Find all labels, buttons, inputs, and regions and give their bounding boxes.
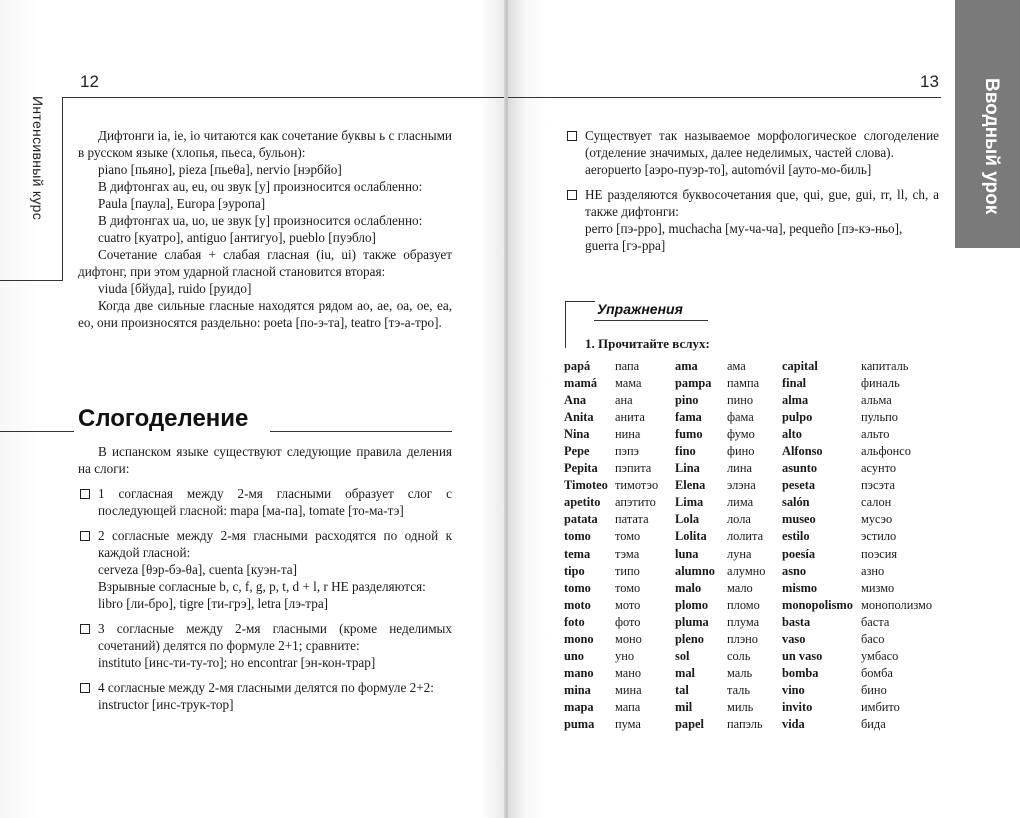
- word-item: монополизмо: [861, 597, 933, 612]
- section-rule-right: [270, 431, 452, 432]
- word-item: ama: [675, 359, 698, 373]
- rule-item: НЕ разделяются буквосочетания que, qui, gue, gui, rr, ll, ch, а также дифтонги:: [565, 186, 939, 220]
- word-item: Timoteo: [564, 478, 608, 493]
- section-rule-left: [0, 431, 74, 432]
- word-item: Lola: [675, 512, 700, 527]
- word-item: пэпэ: [615, 444, 639, 459]
- word-item: мусэо: [861, 512, 893, 527]
- left-page: [0, 0, 506, 818]
- word-item: mamá: [564, 376, 598, 391]
- word-item: моно: [615, 631, 642, 646]
- word-item: альфонсо: [861, 444, 911, 459]
- word-item: бино: [861, 682, 887, 697]
- word-item: luna: [675, 546, 699, 561]
- word-item: капиталь: [861, 359, 909, 373]
- word-item: pino: [675, 393, 699, 408]
- word-item: томо: [615, 580, 641, 595]
- word-item: puma: [564, 716, 595, 731]
- word-item: нина: [615, 427, 641, 442]
- margin-rule-left-foot: [0, 280, 63, 281]
- exercises-title: Упражнения: [597, 301, 683, 317]
- example-line: instructor [инс-трук-тор]: [98, 697, 234, 712]
- word-item: pulpo: [782, 410, 813, 425]
- word-item: Pepe: [564, 444, 590, 459]
- paragraph: В дифтонгах ua, uo, ue звук [у] произносится ослабленно:: [98, 213, 423, 228]
- example-line: Взрывные согласные b, c, f, g, p, t, d + l, r НЕ разделяются:: [98, 579, 426, 594]
- word-item: fino: [675, 444, 696, 459]
- word-item: альто: [861, 427, 890, 442]
- word-item: Anita: [564, 410, 594, 425]
- word-item: уно: [615, 648, 635, 663]
- word-item: Lina: [675, 461, 700, 476]
- example-line: libro [ли-бро], tigre [ти-грэ], letra [лэ-тра]: [98, 596, 329, 611]
- word-item: маль: [727, 665, 753, 680]
- paragraph: Когда две сильные гласные находятся рядом ao, ae, oa, oe, ea, eo, они произносятся раздельно: poeta [по-э-та], teatro [тэ-а-тро].: [78, 298, 452, 330]
- word-item: fumo: [675, 427, 703, 442]
- word-item: мапа: [615, 699, 641, 714]
- rule-item: 3 согласные между 2-мя гласными (кроме неделимых сочетаний) делятся по формуле 2+1; сравните:: [78, 620, 452, 654]
- word-item: estilo: [782, 529, 810, 544]
- word-item: uno: [564, 648, 584, 663]
- rule-item: 4 согласные между 2-мя гласными делятся по формуле 2+2:: [78, 679, 452, 696]
- rule-item: 2 согласные между 2-мя гласными расходятся по одной к каждой гласной:: [78, 527, 452, 561]
- word-item: tomo: [564, 580, 591, 595]
- word-item: vida: [782, 716, 805, 731]
- word-item: фото: [615, 614, 641, 629]
- rule-item: Существует так называемое морфологическое слогоделение (отделение значимых, далее неделимых, частей слова).: [565, 127, 939, 161]
- word-item: пэсэта: [861, 478, 895, 493]
- word-item: анита: [615, 410, 645, 425]
- word-item: фино: [727, 444, 755, 459]
- word-item: лолита: [727, 529, 764, 544]
- word-item: фама: [727, 410, 754, 425]
- word-item: финаль: [861, 376, 900, 391]
- word-column-5: [782, 358, 853, 733]
- word-item: лола: [727, 512, 751, 527]
- example-line: Paula [паула], Europa [эуропа]: [98, 196, 266, 211]
- word-item: salón: [782, 495, 810, 510]
- word-item: пино: [727, 393, 754, 408]
- word-item: элэна: [727, 478, 756, 493]
- word-item: bomba: [782, 665, 819, 680]
- word-item: sol: [675, 648, 690, 663]
- word-item: лина: [727, 461, 752, 476]
- exercises-rule-vertical: [565, 301, 566, 348]
- syllable-notes: [565, 127, 939, 254]
- word-item: mina: [564, 682, 591, 697]
- example-line: piano [пьяно], pieza [пьеθа], nervio [нэрбйо]: [98, 162, 342, 177]
- word-item: типо: [615, 563, 640, 578]
- word-item: пампа: [727, 376, 760, 391]
- word-item: лима: [727, 495, 754, 510]
- word-item: mal: [675, 665, 695, 680]
- word-item: mono: [564, 631, 594, 646]
- word-item: mismo: [782, 580, 818, 595]
- word-item: Ana: [564, 393, 587, 408]
- word-item: Alfonso: [782, 444, 823, 459]
- word-item: мало: [727, 580, 753, 595]
- word-item: mapa: [564, 699, 594, 714]
- word-item: Lima: [675, 495, 704, 510]
- word-item: invito: [782, 699, 813, 714]
- word-item: capital: [782, 359, 818, 373]
- word-item: tomo: [564, 529, 591, 544]
- paragraph: Дифтонги ia, ie, io читаются как сочетание буквы ь с гласными в русском языке (хлопья, пьеса, бульон):: [78, 128, 452, 160]
- word-item: alma: [782, 393, 809, 408]
- word-item: асунто: [861, 461, 897, 476]
- word-item: мано: [615, 665, 642, 680]
- exercises-rule-bottom: [594, 320, 708, 321]
- word-item: соль: [727, 648, 751, 663]
- page-number-left: 12: [80, 72, 99, 91]
- word-column-6: [861, 358, 932, 733]
- word-item: поэсия: [861, 546, 898, 561]
- word-item: basta: [782, 614, 811, 629]
- word-item: умбасо: [861, 648, 899, 663]
- section-intro: В испанском языке существуют следующие правила деления на слоги:: [78, 444, 452, 476]
- word-column-1: [564, 358, 608, 733]
- word-item: алумно: [727, 563, 766, 578]
- word-item: плэно: [727, 631, 758, 646]
- word-column-2: [615, 358, 658, 733]
- page-number-right: 13: [920, 72, 939, 91]
- word-item: пэпита: [615, 461, 652, 476]
- word-item: ама: [727, 359, 746, 373]
- word-item: Elena: [675, 478, 706, 493]
- word-item: луна: [727, 546, 752, 561]
- header-rule-right: [508, 97, 941, 98]
- word-item: плума: [727, 614, 760, 629]
- word-item: foto: [564, 614, 585, 629]
- word-item: пульпо: [861, 410, 898, 425]
- word-item: таль: [727, 682, 751, 697]
- right-page: [508, 0, 1020, 818]
- word-item: бомба: [861, 665, 893, 680]
- word-item: fama: [675, 410, 702, 425]
- word-item: тимотэо: [615, 478, 659, 493]
- word-item: папэль: [727, 716, 763, 731]
- word-item: басо: [861, 631, 885, 646]
- word-item: peseta: [782, 478, 816, 493]
- word-item: mil: [675, 699, 693, 714]
- word-item: tipo: [564, 563, 585, 578]
- example-line: cerveza [θэр-бэ-θа], cuenta [куэн-та]: [98, 562, 298, 577]
- word-item: asno: [782, 563, 807, 578]
- word-item: пломо: [727, 597, 760, 612]
- word-column-3: [675, 358, 715, 733]
- paragraph: В дифтонгах au, eu, ou звук [у] произносится ослабленно:: [98, 179, 423, 194]
- word-item: pleno: [675, 631, 704, 646]
- word-item: салон: [861, 495, 892, 510]
- paragraph: Сочетание слабая + слабая гласная (iu, ui) также образует дифтонг, при этом ударной гласной становится вторая:: [78, 247, 452, 279]
- syllable-rules: [78, 443, 452, 713]
- word-item: papel: [675, 716, 704, 731]
- example-line: perro [пэ-рро], muchacha [му-ча-ча], pequeño [пэ-кэ-ньо], guerra [гэ-рра]: [585, 221, 903, 253]
- word-item: тэма: [615, 546, 640, 561]
- word-item: пума: [615, 716, 641, 731]
- word-item: mano: [564, 665, 594, 680]
- word-item: фумо: [727, 427, 755, 442]
- word-item: apetito: [564, 495, 601, 510]
- margin-rule-left: [62, 97, 63, 280]
- exercises-rule-top: [565, 301, 595, 302]
- word-item: moto: [564, 597, 591, 612]
- exercise-1-title: 1. Прочитайте вслух:: [585, 336, 710, 351]
- word-item: patata: [564, 512, 598, 527]
- section-tab-label: Вводный урок: [981, 78, 1002, 215]
- word-item: museo: [782, 512, 816, 527]
- word-item: Nina: [564, 427, 590, 442]
- example-line: viuda [бйуда], ruido [руидо]: [98, 281, 252, 296]
- example-line: cuatro [куатро], antiguo [антигуо], pueblo [пуэбло]: [98, 230, 376, 245]
- word-item: vino: [782, 682, 805, 697]
- diphthong-section: [78, 127, 452, 331]
- word-item: Pepita: [564, 461, 598, 476]
- word-item: poesía: [782, 546, 816, 561]
- word-item: миль: [727, 699, 754, 714]
- example-line: instituto [инс-ти-ту-то]; но encontrar [эн-кон-трар]: [98, 655, 376, 670]
- word-item: pampa: [675, 376, 712, 391]
- word-item: alumno: [675, 563, 715, 578]
- word-item: папа: [615, 359, 640, 373]
- word-item: asunto: [782, 461, 818, 476]
- word-item: азно: [861, 563, 885, 578]
- word-item: pluma: [675, 614, 709, 629]
- word-item: бида: [861, 716, 886, 731]
- example-line: aeropuerto [аэро-пуэр-то], automóvil [ауто-мо-биль]: [585, 162, 872, 177]
- header-rule-left: [62, 97, 506, 98]
- word-item: мизмо: [861, 580, 895, 595]
- word-item: мама: [615, 376, 642, 391]
- word-item: un vaso: [782, 648, 823, 663]
- word-item: патата: [615, 512, 649, 527]
- word-item: имбито: [861, 699, 900, 714]
- word-item: tal: [675, 682, 689, 697]
- word-item: papá: [564, 359, 591, 373]
- word-item: Lolita: [675, 529, 707, 544]
- word-item: мото: [615, 597, 641, 612]
- word-item: tema: [564, 546, 591, 561]
- word-item: monopolismo: [782, 597, 853, 612]
- word-item: баста: [861, 614, 890, 629]
- word-item: ана: [615, 393, 633, 408]
- word-item: final: [782, 376, 807, 391]
- word-item: томо: [615, 529, 641, 544]
- word-item: alto: [782, 427, 802, 442]
- word-item: альма: [861, 393, 892, 408]
- section-title: Слогоделение: [78, 405, 249, 432]
- word-item: malo: [675, 580, 702, 595]
- word-column-4: [727, 358, 766, 733]
- rule-item: 1 согласная между 2-мя гласными образует слог с последующей гласной: mapa [ма-па], tomate [то-ма-тэ]: [78, 485, 452, 519]
- word-item: мина: [615, 682, 642, 697]
- word-item: эстило: [861, 529, 897, 544]
- word-item: plomo: [675, 597, 709, 612]
- running-head: Интенсивный курс: [30, 96, 46, 221]
- word-item: апэтито: [615, 495, 656, 510]
- word-item: vaso: [782, 631, 806, 646]
